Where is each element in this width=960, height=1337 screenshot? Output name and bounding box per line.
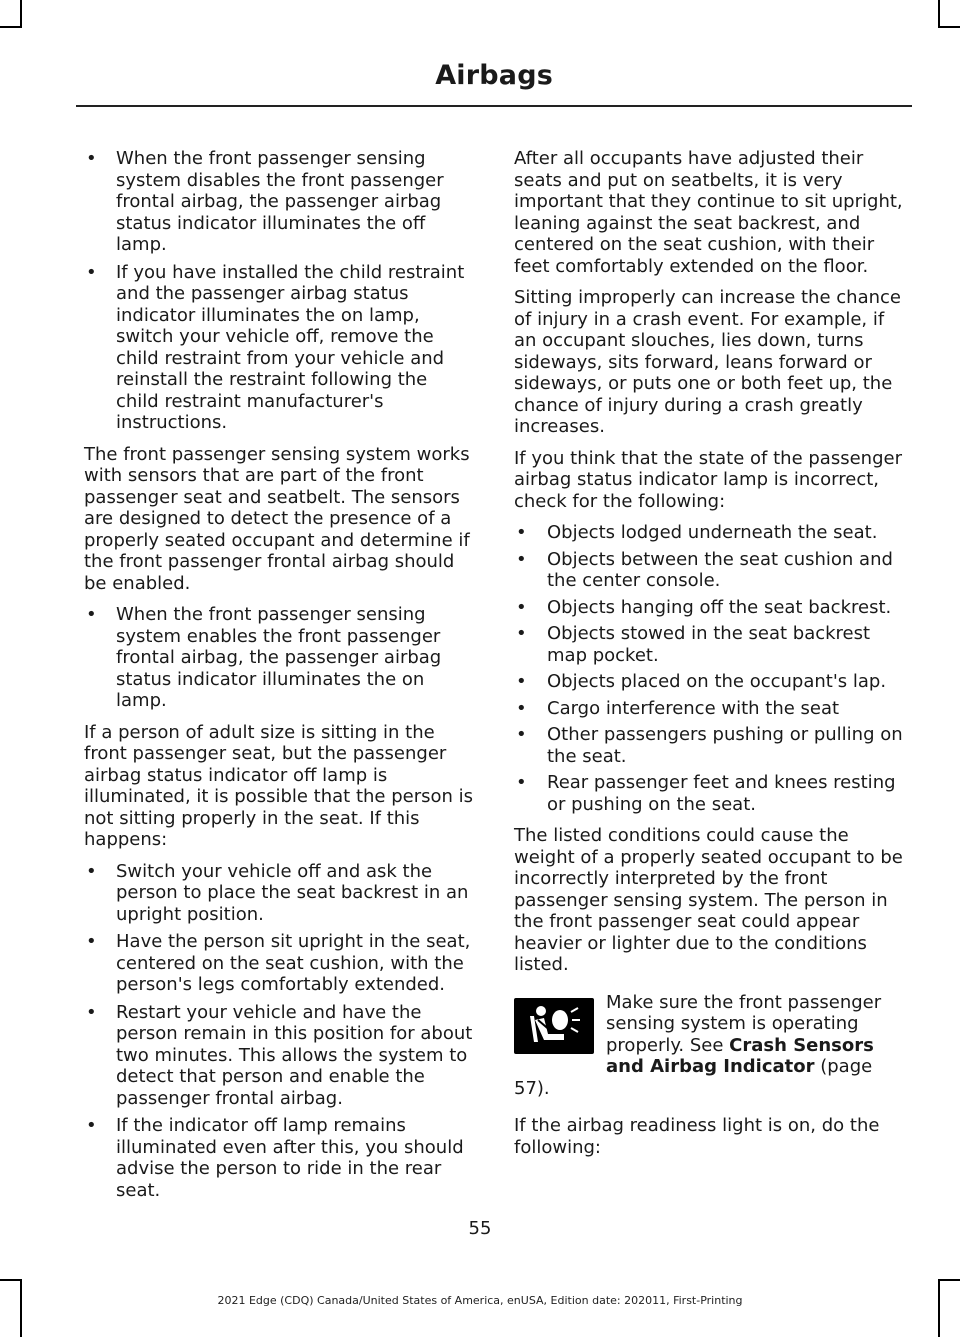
bullet-list — [514, 522, 907, 815]
list-item: • Restart your vehicle and have the person remain in this position for about two minutes. This allows the system to detect that person and enable the passenger frontal airbag. — [84, 1002, 475, 1110]
paragraph: If the airbag readiness light is on, do the following: — [514, 1115, 880, 1158]
crop-mark — [938, 0, 940, 28]
list-item: • If you have installed the child restraint and the passenger airbag status indicator illuminates the on lamp, switch your vehicle off, remove the child restraint from your vehicle and reinstall the restraint following the child restraint manufacturer's instructions. — [84, 262, 475, 434]
warning-callout — [514, 992, 907, 1100]
list-item: • If the indicator off lamp remains illuminated even after this, you should advise the person to ride in the rear seat. — [84, 1115, 475, 1201]
list-item: • When the front passenger sensing system enables the front passenger frontal airbag, the passenger airbag status indicator illuminates the on lamp. — [84, 604, 475, 712]
paragraph: If a person of adult size is sitting in the front passenger seat, but the passenger airbag status indicator off lamp is illuminated, it is possible that the person is not sitting properly in the seat. If this happens: — [84, 721, 474, 850]
list-item: • Objects between the seat cushion and the center console. — [514, 549, 907, 592]
list-item: • Other passengers pushing or pulling on the seat. — [514, 724, 907, 767]
paragraph: Sitting improperly can increase the chance of injury in a crash event. For example, if an occupant slouches, lies down, turns sideways, sits forward, leans forward or sideways, or puts one or both feet up, the chance of injury during a crash greatly increases. — [514, 287, 901, 437]
list-item: • Objects lodged underneath the seat. — [514, 522, 907, 544]
list-item: • Have the person sit upright in the seat, centered on the seat cushion, with the person's legs comfortably extended. — [84, 931, 475, 996]
crop-mark — [20, 0, 22, 28]
list-item: • Objects stowed in the seat backrest map pocket. — [514, 623, 907, 666]
paragraph: After all occupants have adjusted their seats and put on seatbelts, it is very important that they continue to sit upright, leaning against the seat backrest, and centered on the seat cushion, with their feet comfortably extended on the floor. — [514, 148, 903, 277]
list-item: • Switch your vehicle off and ask the person to place the seat backrest in an upright position. — [84, 861, 475, 926]
bullet-list — [84, 148, 475, 434]
callout-text: Make sure the front passenger sensing system is operating properly. See — [606, 991, 882, 1056]
list-item: • Objects hanging off the seat backrest. — [514, 597, 907, 619]
crop-mark — [20, 1279, 22, 1337]
list-item: • Cargo interference with the seat — [514, 698, 907, 720]
crop-mark — [0, 1279, 22, 1281]
list-item: • Rear passenger feet and knees resting or pushing on the seat. — [514, 772, 907, 815]
list-item: • Objects placed on the occupant's lap. — [514, 671, 907, 693]
left-column — [84, 148, 475, 1211]
page-number: 55 — [468, 1218, 492, 1239]
crop-mark — [938, 1279, 960, 1281]
crop-mark — [938, 26, 960, 28]
page-title: Airbags — [435, 60, 553, 91]
crop-mark — [0, 26, 22, 28]
callout-page-ref: (page 57). — [514, 1056, 873, 1099]
list-item: • When the front passenger sensing system disables the front passenger frontal airbag, the passenger airbag status indicator illuminates the off lamp. — [84, 148, 475, 256]
crop-mark — [938, 1279, 940, 1337]
airbag-warning-icon — [514, 998, 594, 1054]
bullet-list — [84, 861, 475, 1202]
paragraph: The listed conditions could cause the weight of a properly seated occupant to be incorrectly interpreted by the front passenger sensing system. The person in the front passenger seat could appear heavier or lighter due to the conditions listed. — [514, 825, 903, 975]
footer-edition: 2021 Edge (CDQ) Canada/United States of America, enUSA, Edition date: 202011, First-Printing — [217, 1294, 743, 1307]
paragraph: If you think that the state of the passenger airbag status indicator lamp is incorrect, check for the following: — [514, 447, 902, 512]
paragraph: The front passenger sensing system works with sensors that are part of the front passenger seat and seatbelt. The sensors are designed to detect the presence of a properly seated occupant and determine if the front passenger frontal airbag should be enabled. — [84, 443, 470, 594]
crash-sensors-link[interactable]: Crash Sensors and Airbag Indicator — [606, 1034, 874, 1077]
header-divider — [76, 105, 912, 107]
bullet-list — [84, 604, 475, 712]
right-column — [514, 148, 907, 1168]
